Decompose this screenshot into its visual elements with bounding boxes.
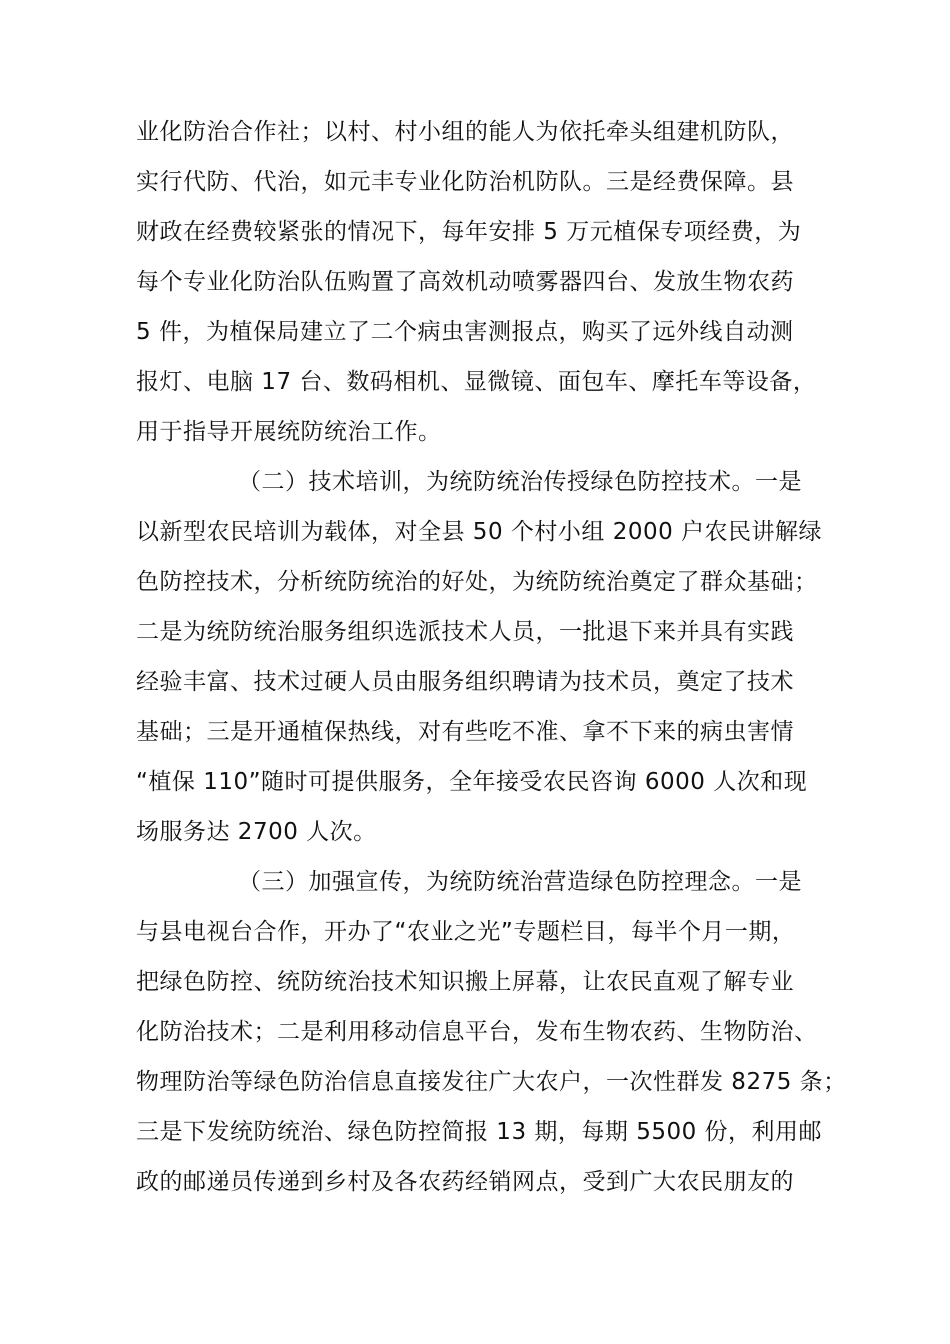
text-line: 三是下发统防统治、绿色防控简报 13 期，每期 5500 份，利用邮 — [136, 1119, 823, 1145]
text-line: 以新型农民培训为载体，对全县 50 个村小组 2000 户农民讲解绿 — [136, 519, 823, 545]
text-line: 化防治技术；二是利用移动信息平台，发布生物农药、生物防治、 — [136, 1019, 818, 1045]
text-line: 二是为统防统治服务组织选派技术人员，一批退下来并具有实践 — [136, 619, 794, 645]
text-line: 5 件，为植保局建立了二个病虫害测报点，购买了远外线自动测 — [136, 319, 794, 345]
text-line: 与县电视台合作，开办了“农业之光”专题栏目，每半个月一期， — [136, 919, 796, 945]
text-line: 物理防治等绿色防治信息直接发往广大农户，一次性群发 8275 条； — [136, 1069, 847, 1095]
text-line: 场服务达 2700 人次。 — [136, 819, 377, 845]
text-line: 把绿色防控、统防统治技术知识搬上屏幕，让农民直观了解专业 — [136, 969, 794, 995]
text-line: 实行代防、代治，如元丰专业化防治机防队。三是经费保障。县 — [136, 169, 794, 195]
text-line: 业化防治合作社；以村、村小组的能人为依托牵头组建机防队， — [136, 119, 794, 145]
text-line: 用于指导开展统防统治工作。 — [136, 419, 442, 445]
text-line: “植保 110”随时可提供服务，全年接受农民咨询 6000 人次和现 — [136, 769, 808, 795]
paragraph-heading: （三）加强宣传，为统防统治营造绿色防控理念。一是 — [238, 869, 802, 895]
text-line: 政的邮递员传递到乡村及各农药经销网点，受到广大农民朋友的 — [136, 1169, 794, 1195]
text-line: 财政在经费较紧张的情况下，每年安排 5 万元植保专项经费，为 — [136, 219, 802, 245]
text-line: 报灯、电脑 17 台、数码相机、显微镜、面包车、摩托车等设备， — [136, 369, 817, 395]
text-line: 经验丰富、技术过硬人员由服务组织聘请为技术员，奠定了技术 — [136, 669, 794, 695]
text-line: 色防控技术，分析统防统治的好处，为统防统治奠定了群众基础； — [136, 569, 818, 595]
paragraph-heading: （二）技术培训，为统防统治传授绿色防控技术。一是 — [238, 469, 802, 495]
text-line: 基础；三是开通植保热线，对有些吃不准、拿不下来的病虫害情 — [136, 719, 794, 745]
text-line: 每个专业化防治队伍购置了高效机动喷雾器四台、发放生物农药 — [136, 269, 794, 295]
